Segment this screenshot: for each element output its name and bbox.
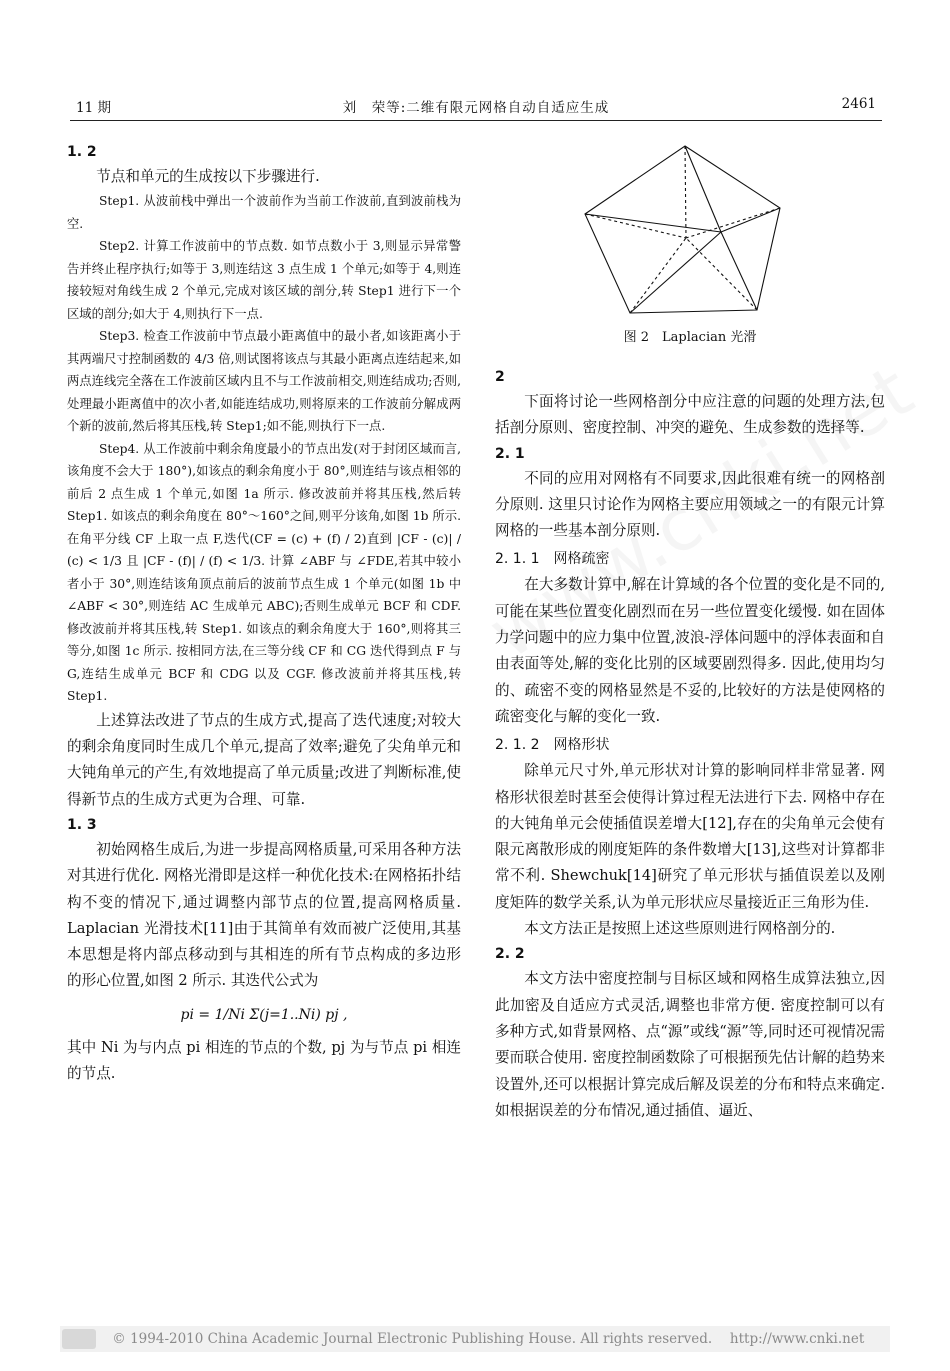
paragraph-step4: Step4. 从工作波前中剩余角度最小的节点出发(对于封闭区域而言,该角度不会大于 180°),如该点的剩余角度小于 80°,则连结与该点相邻的前后 2 点生成 1 个单元,如图 1a 所示. 修改波前并将其压栈,然后转 Step1. 如该点的剩余角度在 80°～160°之间,则平分该角,如图 1b 所示. 在角平分线 CF 上取一点 F,迭代(CF = (c) + (f) / 2)直到 |CF - (c)| / (c) < 1/3 且 |CF - (f)| / (f) < 1/3. 计算 ∠ABF 与 ∠FDE,若其中较小者小于 30°,则连结该角顶点前后的波前节点生成 1 个单元(如图 1b 中 ∠ABF < 30°,则连结 AC 生成单元 ABC);否则生成单元 BCF 和 CDF. 修改波前并将其压栈,转 Step1. 如该点的剩余角度大于 160°,则将其三等分,如图 1c 所示. 按相同方法,在三等分线 CF 和 CG 迭代得到点 F 与 G,连结生成单元 BCF 和 CDG 以及 CGF. 修改波前并将其压栈,转 Step1. <box>67 441 461 704</box>
page-header <box>70 96 882 121</box>
right-column <box>495 140 885 1124</box>
paragraph-method: 本文方法正是按照上述这些原则进行网格剖分的. <box>524 920 836 938</box>
copyright-text: © 1994-2010 China Academic Journal Electronic Publishing House. All rights reserved. http://www.cnki.net <box>112 1331 865 1347</box>
paragraph-shape: 除单元尺寸外,单元形状对计算的影响同样非常显著. 网格形状很差时甚至会使得计算过程无法进行下去. 网格中存在的大钝角单元会使插值误差增大[12],存在的尖角单元会使有限元离散形成的刚度矩阵的条件数增大[13],这些对计算都非常不利. Shewchuk[14]研究了单元形状与插值误差以及刚度矩阵的数学关系,认为单元形状应尽量接近正三角形为佳. <box>495 762 885 911</box>
section-heading-2-1-1: 2. 1. 1 网格疏密 <box>495 551 610 568</box>
figure-2 <box>495 140 885 345</box>
paragraph-summary: 上述算法改进了节点的生成方式,提高了迭代速度;对较大的剩余角度同时生成几个单元,提高了效率;避免了尖角单元和大钝角单元的产生,有效地提高了单元质量;改进了判断标准,使得新节点的生成方式更为合理、可靠. <box>67 711 461 808</box>
paragraph-principles: 不同的应用对网格有不同要求,因此很难有统一的网格剖分原则. 这里只讨论作为网格主要应用领域之一的有限元计算网格的一些基本剖分原则. <box>495 469 885 540</box>
paragraph-step2: Step2. 计算工作波前中的节点数. 如节点数小于 3,则显示异常警告并终止程序执行;如等于 3,则连结这 3 点生成 1 个单元;如等于 4,则连接较短对角线生成 2 个单元,完成对该区域的剖分,转 Step1 进行下一个区域的剖分;如大于 4,则执行下一点. <box>67 239 461 321</box>
paragraph-density-control: 本文方法中密度控制与目标区域和网格生成算法独立,因此加密及自适应方式灵活,调整也非常方便. 密度控制可以有多种方式,如背景网格、点“源”或线“源”等,同时还可视情况需要而联合使用. 密度控制函数除了可根据预先估计解的趋势来设置外,还可以根据计算完成后解及误差的分布和特点来确定. 如根据误差的分布情况,通过插值、逼近、 <box>495 970 885 1119</box>
paragraph-step1: Step1. 从波前栈中弹出一个波前作为当前工作波前,直到波前栈为空. <box>67 194 461 231</box>
section-heading-2: 2 <box>495 369 505 385</box>
section-heading-1-3: 1. 3 <box>67 816 97 833</box>
paragraph-section2-intro: 下面将讨论一些网格剖分中应注意的问题的处理方法,包括剖分原则、密度控制、冲突的避免、生成参数的选择等. <box>495 393 885 437</box>
section-heading-2-1-2: 2. 1. 2 网格形状 <box>495 737 610 754</box>
paragraph-density: 在大多数计算中,解在计算域的各个位置的变化是不同的,可能在某些位置变化剧烈而在另一些位置变化缓慢. 如在固体力学问题中的应力集中位置,波浪-浮体问题中的浮体表面和自由表面等处,解的变化比别的区域要剧烈得多. 因此,使用均匀的、疏密不变的网格显然是不妥的,比较好的方法是使网格的疏密变化与解的变化一致. <box>495 576 885 725</box>
paragraph-step3: Step3. 检查工作波前中节点最小距离值中的最小者,如该距离小于其两端尺寸控制函数的 4/3 倍,则试图将该点与其最小距离点连结起来,如两点连线完全落在工作波前区域内且不与工作波前相交,则连结成功;否则,处理最小距离值中的次小者,如能连结成功,则将原来的工作波前分解成两个新的波前,然后将其压栈,转 Step1;如不能,则执行下一点. <box>67 329 461 434</box>
page-number: 2461 <box>841 96 876 112</box>
paragraph-smoothing: 初始网格生成后,为进一步提高网格质量,可采用各种方法对其进行优化. 网格光滑即是这样一种优化技术:在网格拓扑结构不变的情况下,通过调整内部节点的位置,提高网格质量. Laplacian 光滑技术[11]由于其简单有效而被广泛使用,其基本思想是将内部点移动到与其相连的所有节点构成的多边形的形心位置,如图 2 所示. 其迭代公式为 <box>67 840 461 990</box>
section-heading-2-2: 2. 2 <box>495 946 525 963</box>
issue-number: 11 期 <box>76 100 111 116</box>
section-heading-1-2: 1. 2 <box>67 144 97 160</box>
laplacian-pentagon-diagram <box>580 140 800 320</box>
running-title: 刘 荣等:二维有限元网格自动自适应生成 <box>342 100 610 116</box>
left-column <box>67 140 461 1087</box>
paragraph-intro: 节点和单元的生成按以下步骤进行. <box>96 168 320 185</box>
cnki-logo-icon <box>62 1329 96 1349</box>
figure-caption: 图 2 Laplacian 光滑 <box>623 330 757 345</box>
laplacian-formula: pi = 1/Ni Σ(j=1..Ni) pj , <box>180 1006 348 1023</box>
copyright-footer <box>60 1326 890 1352</box>
section-heading-2-1: 2. 1 <box>495 445 525 462</box>
paragraph-formula-explain: 其中 Ni 为与内点 pi 相连的节点的个数, pj 为与节点 pi 相连的节点. <box>67 1038 461 1083</box>
